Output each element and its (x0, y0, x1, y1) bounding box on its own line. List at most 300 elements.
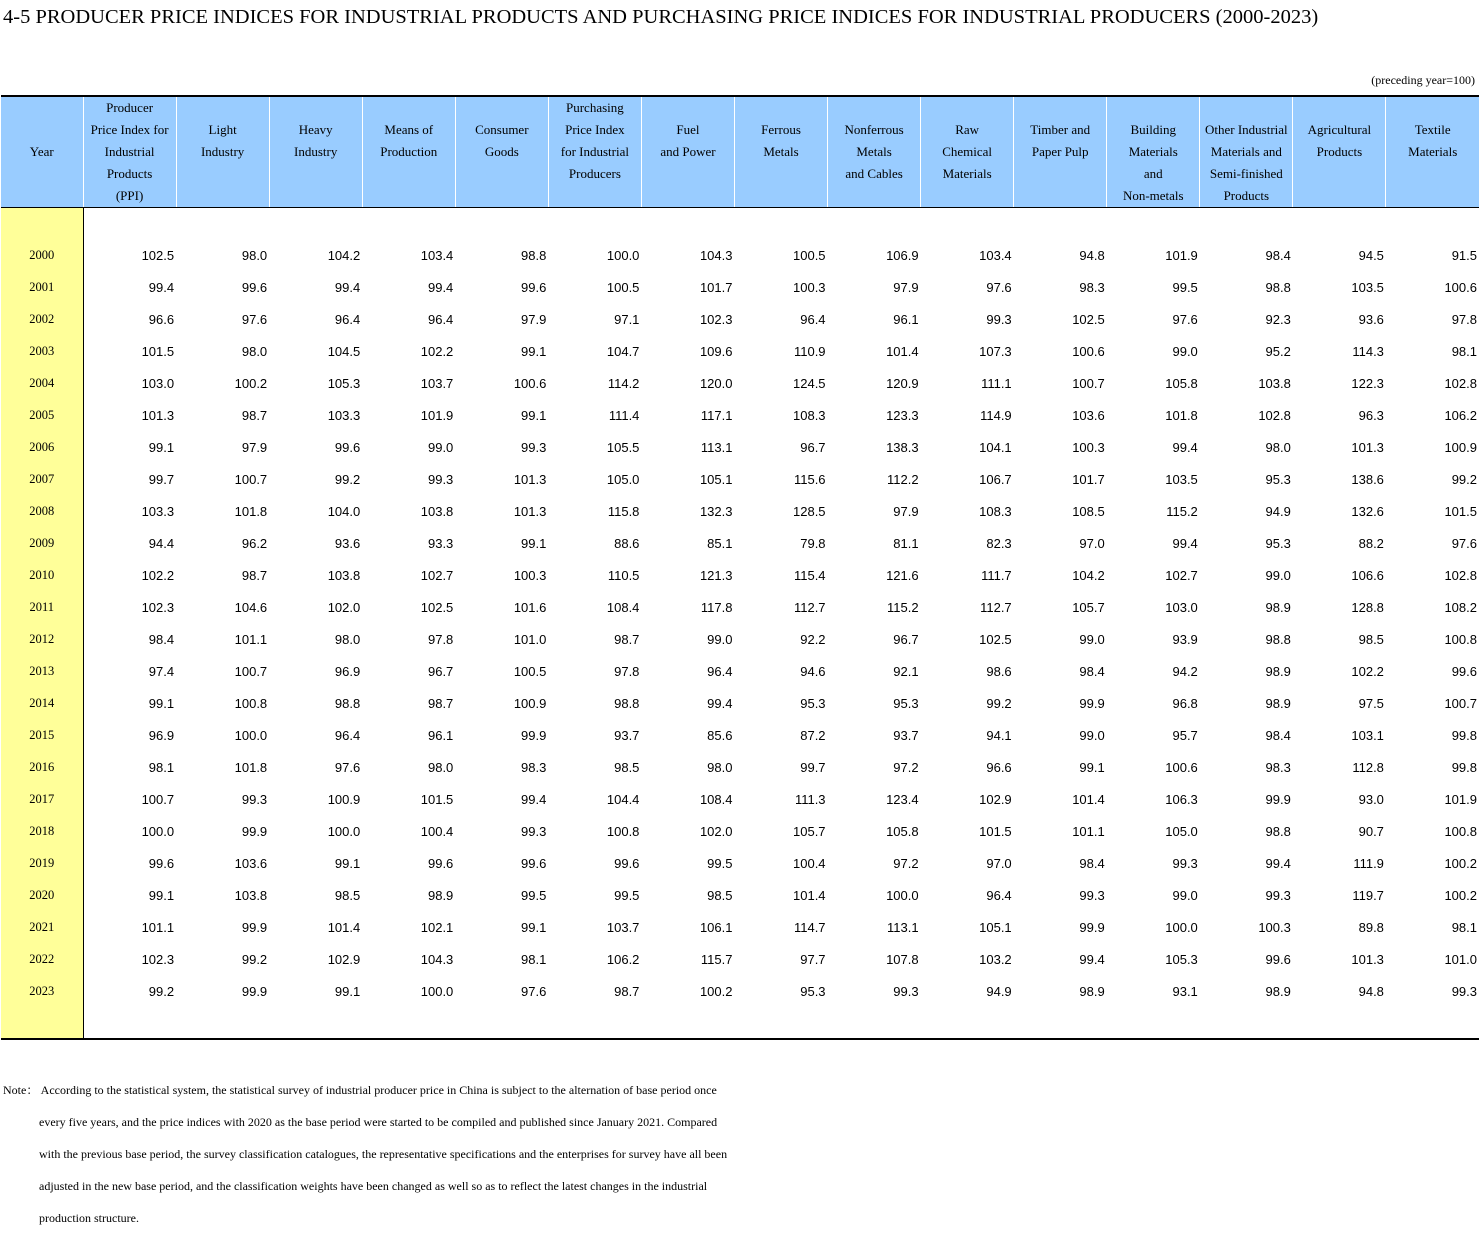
value-cell: 99.7 (148, 471, 175, 487)
spacer-cell (641, 208, 734, 240)
value-cell: 114.7 (793, 919, 826, 935)
value-cell: 96.2 (241, 535, 268, 551)
value-cell: 108.4 (606, 599, 640, 615)
value-cell: 96.6 (148, 311, 175, 327)
column-group-label (456, 97, 548, 119)
spacer-cell (1200, 208, 1293, 240)
table-row (1, 367, 1479, 399)
value-cell: 100.7 (141, 791, 175, 807)
value-cell: 100.2 (1444, 855, 1477, 871)
year-cell: 2002 (1, 303, 83, 335)
value-cell: 99.3 (1451, 983, 1477, 999)
spacer-cell (641, 1007, 734, 1039)
column-header (1200, 96, 1293, 208)
value-cell: 99.9 (241, 919, 268, 935)
value-cell: 102.3 (699, 311, 733, 327)
value-cell: 79.8 (800, 535, 826, 551)
value-cell: 99.1 (1079, 759, 1105, 775)
value-cell: 99.3 (1172, 855, 1198, 871)
value-cell: 102.2 (1351, 663, 1384, 679)
column-header (1, 96, 83, 208)
value-cell: 115.2 (887, 599, 919, 615)
column-group-label (1386, 97, 1479, 119)
value-cell: 99.5 (707, 855, 733, 871)
value-cell: 115.6 (793, 471, 826, 487)
value-cell: 99.2 (148, 983, 175, 999)
value-cell: 99.0 (1079, 727, 1105, 743)
value-cell: 96.7 (800, 439, 826, 455)
value-cell: 98.9 (1079, 983, 1105, 999)
value-cell: 103.4 (979, 247, 1012, 263)
value-cell: 99.4 (148, 279, 175, 295)
value-cell: 99.4 (1079, 951, 1105, 967)
value-cell: 99.0 (427, 439, 454, 455)
value-cell: 103.0 (1165, 599, 1198, 615)
column-group-label (1200, 97, 1292, 119)
value-cell: 98.9 (1265, 599, 1291, 615)
value-cell: 99.6 (334, 439, 361, 455)
value-cell: 101.0 (1444, 951, 1477, 967)
value-cell: 97.9 (893, 279, 919, 295)
value-cell: 101.3 (141, 407, 175, 423)
value-cell: 103.6 (234, 855, 268, 871)
value-cell: 100.9 (513, 695, 547, 711)
value-cell: 105.8 (886, 823, 919, 839)
value-cell: 97.6 (334, 759, 361, 775)
column-header (734, 96, 827, 208)
column-header-label: Textile Materials (1408, 122, 1458, 159)
value-cell: 99.6 (241, 279, 268, 295)
value-cell: 100.0 (327, 823, 361, 839)
value-cell: 115.7 (700, 951, 733, 967)
spacer-cell (1107, 1007, 1200, 1039)
value-cell: 97.6 (1172, 311, 1198, 327)
value-cell: 98.5 (707, 887, 733, 903)
value-cell: 98.9 (427, 887, 454, 903)
column-header-label: Building Materials and Non-metals (1122, 122, 1184, 203)
table-row (1, 239, 1479, 271)
value-cell: 105.0 (606, 471, 640, 487)
value-cell: 93.0 (1358, 791, 1384, 807)
value-cell: 97.0 (1079, 535, 1105, 551)
value-cell: 106.3 (1165, 791, 1198, 807)
value-cell: 99.3 (1079, 887, 1105, 903)
value-cell: 99.4 (521, 791, 547, 807)
value-cell: 98.7 (241, 567, 268, 583)
column-header (455, 96, 548, 208)
value-cell: 97.6 (1451, 535, 1477, 551)
column-header (269, 96, 362, 208)
value-cell: 96.4 (800, 311, 826, 327)
value-cell: 99.6 (148, 855, 175, 871)
value-cell: 102.5 (979, 631, 1012, 647)
year-cell: 2022 (1, 943, 83, 975)
value-cell: 108.2 (1444, 599, 1477, 615)
spacer-cell (269, 1007, 362, 1039)
value-cell: 100.4 (420, 823, 454, 839)
column-header-label: Nonferrous Metals and Cables (844, 122, 904, 181)
value-cell: 101.4 (327, 919, 361, 935)
value-cell: 100.8 (606, 823, 640, 839)
value-cell: 112.7 (980, 599, 1012, 615)
value-cell: 114.9 (980, 407, 1012, 423)
column-group-label (735, 97, 827, 119)
value-cell: 99.3 (1265, 887, 1291, 903)
table-header (1, 96, 1479, 208)
spacer-row (1, 208, 1479, 240)
value-cell: 100.9 (1444, 439, 1477, 455)
value-cell: 96.4 (334, 311, 361, 327)
value-cell: 103.8 (420, 503, 454, 519)
value-cell: 99.4 (427, 279, 454, 295)
value-cell: 106.2 (606, 951, 640, 967)
value-cell: 100.7 (234, 471, 268, 487)
value-cell: 102.7 (420, 567, 454, 583)
value-cell: 98.1 (1451, 343, 1477, 359)
value-cell: 96.1 (427, 727, 454, 743)
value-cell: 98.0 (427, 759, 454, 775)
value-cell: 101.3 (1351, 439, 1384, 455)
value-cell: 99.2 (1451, 471, 1477, 487)
value-cell: 101.3 (513, 471, 547, 487)
value-cell: 104.2 (1072, 567, 1105, 583)
value-cell: 96.7 (893, 631, 919, 647)
year-cell: 2005 (1, 399, 83, 431)
value-cell: 104.0 (327, 503, 361, 519)
column-header-label: Means of Production (380, 122, 438, 159)
value-cell: 96.4 (986, 887, 1012, 903)
value-cell: 101.9 (1444, 791, 1477, 807)
value-cell: 98.7 (614, 631, 640, 647)
value-cell: 98.0 (1265, 439, 1291, 455)
spacer-cell (1, 208, 83, 240)
value-cell: 99.0 (707, 631, 733, 647)
value-cell: 98.9 (1265, 663, 1291, 679)
value-cell: 94.9 (1265, 503, 1291, 519)
spacer-cell (176, 208, 269, 240)
table-row (1, 655, 1479, 687)
value-cell: 124.5 (793, 375, 826, 391)
value-cell: 99.6 (1451, 663, 1477, 679)
value-cell: 103.0 (141, 375, 175, 391)
year-cell: 2021 (1, 911, 83, 943)
column-group-label (1107, 97, 1199, 119)
value-cell: 105.0 (1165, 823, 1198, 839)
value-cell: 110.5 (607, 567, 640, 583)
column-group-label (642, 97, 734, 119)
value-cell: 103.3 (141, 503, 175, 519)
value-cell: 101.1 (141, 919, 175, 935)
value-cell: 104.4 (606, 791, 640, 807)
value-cell: 100.3 (513, 567, 547, 583)
value-cell: 105.3 (327, 375, 361, 391)
year-cell: 2019 (1, 847, 83, 879)
value-cell: 101.6 (513, 599, 547, 615)
value-cell: 94.9 (986, 983, 1012, 999)
value-cell: 105.1 (699, 471, 733, 487)
table-row (1, 495, 1479, 527)
value-cell: 100.0 (141, 823, 175, 839)
table-row (1, 399, 1479, 431)
footnote-line: production structure. (39, 1211, 139, 1225)
value-cell: 103.1 (1351, 727, 1384, 743)
value-cell: 99.3 (241, 791, 268, 807)
table-body (1, 208, 1479, 1040)
value-cell: 121.6 (886, 567, 919, 583)
table-row (1, 463, 1479, 495)
value-cell: 94.4 (148, 535, 175, 551)
spacer-cell (83, 208, 176, 240)
value-cell: 101.4 (886, 343, 919, 359)
value-cell: 102.5 (1072, 311, 1105, 327)
value-cell: 98.4 (148, 631, 175, 647)
value-cell: 96.1 (893, 311, 919, 327)
table-row (1, 527, 1479, 559)
value-cell: 112.8 (1352, 759, 1384, 775)
value-cell: 93.3 (427, 535, 454, 551)
value-cell: 100.0 (1165, 919, 1198, 935)
column-group-label (1014, 97, 1106, 119)
value-cell: 96.3 (1358, 407, 1384, 423)
value-cell: 105.7 (1072, 599, 1105, 615)
value-cell: 108.4 (699, 791, 733, 807)
value-cell: 98.4 (1265, 727, 1291, 743)
value-cell: 95.3 (800, 695, 826, 711)
value-cell: 93.6 (334, 535, 361, 551)
value-cell: 99.4 (1172, 535, 1198, 551)
value-cell: 98.0 (334, 631, 361, 647)
year-cell: 2018 (1, 815, 83, 847)
spacer-cell (455, 208, 548, 240)
column-header-label: Agricultural Products (1307, 122, 1372, 159)
value-cell: 98.5 (334, 887, 361, 903)
value-cell: 101.4 (1072, 791, 1105, 807)
value-cell: 99.1 (521, 407, 547, 423)
value-cell: 102.9 (327, 951, 361, 967)
value-cell: 115.2 (1166, 503, 1198, 519)
value-cell: 98.8 (1265, 823, 1291, 839)
value-cell: 99.1 (148, 439, 175, 455)
value-cell: 96.4 (427, 311, 454, 327)
value-cell: 108.5 (1072, 503, 1105, 519)
value-cell: 98.8 (614, 695, 640, 711)
value-cell: 100.2 (699, 983, 733, 999)
value-cell: 128.8 (1351, 599, 1384, 615)
value-cell: 99.6 (1265, 951, 1291, 967)
value-cell: 99.1 (334, 983, 361, 999)
table-row (1, 719, 1479, 751)
table-row (1, 431, 1479, 463)
value-cell: 97.8 (614, 663, 640, 679)
value-cell: 98.0 (241, 247, 268, 263)
value-cell: 117.1 (700, 407, 733, 423)
value-cell: 85.6 (707, 727, 733, 743)
spacer-cell (1293, 1007, 1386, 1039)
value-cell: 103.7 (606, 919, 640, 935)
value-cell: 106.6 (1351, 567, 1384, 583)
value-cell: 104.7 (606, 343, 640, 359)
value-cell: 97.9 (241, 439, 268, 455)
value-cell: 98.6 (986, 663, 1012, 679)
value-cell: 101.5 (420, 791, 454, 807)
value-cell: 99.0 (1265, 567, 1291, 583)
value-cell: 104.5 (327, 343, 361, 359)
value-cell: 105.8 (1165, 375, 1198, 391)
value-cell: 98.3 (1079, 279, 1105, 295)
value-cell: 115.8 (607, 503, 640, 519)
value-cell: 101.0 (513, 631, 547, 647)
value-cell: 91.5 (1451, 247, 1477, 263)
value-cell: 113.1 (700, 439, 733, 455)
value-cell: 104.1 (979, 439, 1012, 455)
value-cell: 100.5 (513, 663, 547, 679)
value-cell: 99.1 (521, 919, 547, 935)
year-cell: 2014 (1, 687, 83, 719)
value-cell: 97.2 (893, 759, 919, 775)
value-cell: 100.8 (234, 695, 268, 711)
footnote-lead: Note： According to the statistical system, the statistical survey of industrial producer price in China is subject to the alternation of base period once (3, 1083, 717, 1097)
value-cell: 94.6 (800, 663, 826, 679)
value-cell: 132.6 (1351, 503, 1384, 519)
value-cell: 122.3 (1351, 375, 1384, 391)
value-cell: 98.0 (707, 759, 733, 775)
value-cell: 103.2 (979, 951, 1012, 967)
value-cell: 99.9 (241, 983, 268, 999)
value-cell: 97.8 (427, 631, 454, 647)
value-cell: 103.7 (420, 375, 454, 391)
value-cell: 99.0 (1172, 887, 1198, 903)
value-cell: 102.0 (699, 823, 733, 839)
value-cell: 105.1 (979, 919, 1012, 935)
value-cell: 99.3 (893, 983, 919, 999)
value-cell: 101.1 (234, 631, 268, 647)
value-cell: 99.9 (241, 823, 268, 839)
column-header (548, 96, 641, 208)
year-cell: 2008 (1, 495, 83, 527)
spacer-cell (921, 208, 1014, 240)
value-cell: 128.5 (793, 503, 826, 519)
value-cell: 107.8 (886, 951, 919, 967)
value-cell: 99.4 (1265, 855, 1291, 871)
value-cell: 138.3 (886, 439, 919, 455)
value-cell: 99.6 (521, 279, 547, 295)
value-cell: 99.3 (427, 471, 454, 487)
year-cell: 2003 (1, 335, 83, 367)
value-cell: 103.8 (1258, 375, 1291, 391)
value-cell: 112.2 (887, 471, 919, 487)
value-cell: 132.3 (699, 503, 733, 519)
value-cell: 95.2 (1265, 343, 1291, 359)
column-header (641, 96, 734, 208)
footnote-line: every five years, and the price indices with 2020 as the base period were started to be compiled and published since January 2021. Compared (39, 1115, 718, 1129)
value-cell: 100.6 (1165, 759, 1198, 775)
value-cell: 102.5 (420, 599, 454, 615)
value-cell: 99.1 (334, 855, 361, 871)
value-cell: 100.3 (1072, 439, 1105, 455)
value-cell: 108.3 (793, 407, 826, 423)
value-cell: 101.3 (1351, 951, 1384, 967)
value-cell: 89.8 (1358, 919, 1384, 935)
header-row (1, 96, 1479, 208)
column-header-label: Other Industrial Materials and Semi-finished Products (1204, 122, 1288, 203)
value-cell: 101.5 (1444, 503, 1477, 519)
value-cell: 98.3 (521, 759, 547, 775)
value-cell: 100.7 (1444, 695, 1477, 711)
year-cell: 2009 (1, 527, 83, 559)
year-cell: 2016 (1, 751, 83, 783)
value-cell: 100.8 (1444, 823, 1477, 839)
spacer-cell (269, 208, 362, 240)
value-cell: 114.3 (1352, 343, 1384, 359)
column-header (83, 96, 176, 208)
spacer-cell (828, 1007, 921, 1039)
year-cell: 2013 (1, 655, 83, 687)
table-row (1, 591, 1479, 623)
value-cell: 90.7 (1358, 823, 1384, 839)
value-cell: 87.2 (800, 727, 826, 743)
value-cell: 96.7 (427, 663, 454, 679)
year-cell: 2023 (1, 975, 83, 1007)
spacer-cell (455, 1007, 548, 1039)
value-cell: 97.9 (521, 311, 547, 327)
value-cell: 96.6 (986, 759, 1012, 775)
value-cell: 97.0 (986, 855, 1012, 871)
value-cell: 99.6 (614, 855, 640, 871)
spacer-cell (548, 208, 641, 240)
value-cell: 99.3 (521, 439, 547, 455)
value-cell: 98.1 (148, 759, 175, 775)
value-cell: 100.0 (886, 887, 919, 903)
value-cell: 105.5 (606, 439, 640, 455)
column-group-label (177, 97, 269, 119)
value-cell: 121.3 (699, 567, 733, 583)
year-cell: 2015 (1, 719, 83, 751)
value-cell: 98.9 (1265, 983, 1291, 999)
value-cell: 105.7 (793, 823, 826, 839)
column-header (1293, 96, 1386, 208)
value-cell: 97.6 (986, 279, 1012, 295)
value-cell: 99.1 (521, 535, 547, 551)
column-header-label: Year (29, 144, 54, 159)
value-cell: 100.0 (420, 983, 454, 999)
value-cell: 99.4 (334, 279, 361, 295)
value-cell: 101.8 (234, 759, 268, 775)
value-cell: 104.2 (327, 247, 361, 263)
value-cell: 99.6 (427, 855, 454, 871)
value-cell: 98.7 (427, 695, 454, 711)
value-cell: 92.2 (800, 631, 826, 647)
table-row (1, 559, 1479, 591)
value-cell: 110.9 (793, 343, 826, 359)
value-cell: 99.6 (521, 855, 547, 871)
value-cell: 97.9 (893, 503, 919, 519)
value-cell: 103.6 (1072, 407, 1105, 423)
value-cell: 115.4 (793, 567, 826, 583)
spacer-cell (1386, 1007, 1479, 1039)
value-cell: 99.8 (1451, 759, 1477, 775)
table-row (1, 303, 1479, 335)
spacer-cell (176, 1007, 269, 1039)
value-cell: 101.9 (1165, 247, 1198, 263)
value-cell: 97.4 (148, 663, 175, 679)
spacer-cell (83, 1007, 176, 1039)
value-cell: 106.1 (699, 919, 733, 935)
value-cell: 95.3 (1265, 471, 1291, 487)
spacer-cell (734, 208, 827, 240)
column-group-label (270, 97, 362, 119)
column-group-label (1293, 97, 1385, 119)
value-cell: 81.1 (893, 535, 919, 551)
